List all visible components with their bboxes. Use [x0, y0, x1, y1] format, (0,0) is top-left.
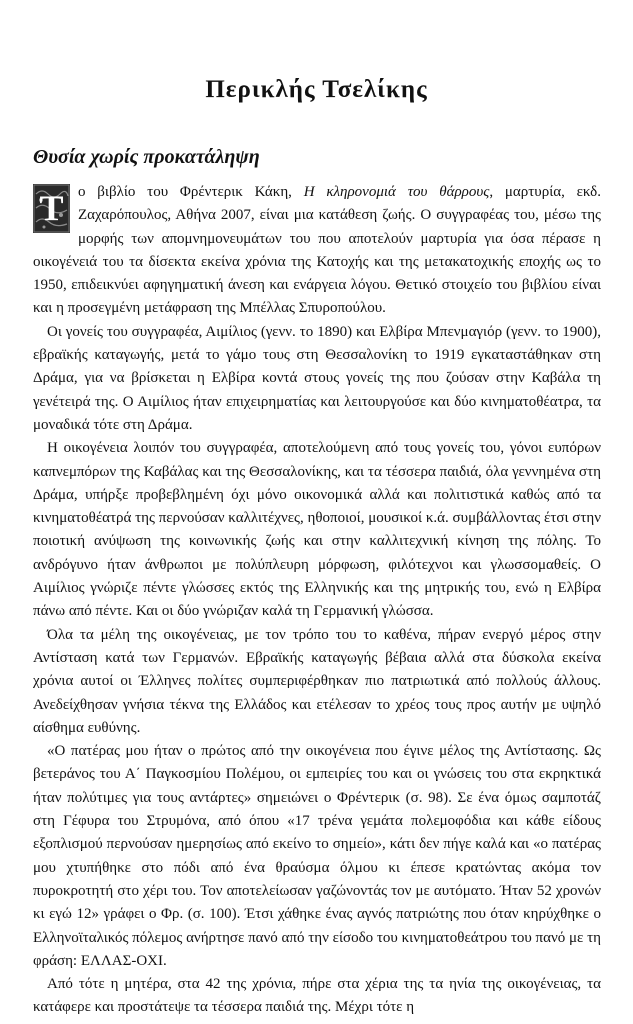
paragraph-1-rest: , μαρτυρία, εκδ. Ζαχαρόπουλος, Αθήνα 2007, είναι μια κατάθεση ζωής. Ο συγγραφέας του, μέσω της μορφής των απομνημονευμάτων του που αποτελούν μαρτυρία για όσα πέρασε η οικογένειά του τα δίσεκτα εκείνα χρόνια της Κατοχής και της μετακατοχικής εποχής ως το 1950, επιδεικνύει αφηγηματική άνεση και ενάργεια λόγου. Θετικό στοιχείο του βιβλίου είναι και η προσεγμένη μετάφραση της Μπέλλας Σπυροπούλου.: [33, 184, 601, 317]
paragraph-1-start: ο βιβλίο του Φρέντερικ Κάκη,: [78, 184, 304, 200]
article-title: Θυσία χωρίς προκατάληψη: [33, 146, 260, 168]
book-title: Η κληρονομιά του θάρρους: [303, 184, 490, 200]
paragraph-6: Από τότε η μητέρα, στα 42 της χρόνια, πήρε στα χέρια της τα ηνία της οικογένειας, τα κατάφερε και προστάτεψε τα τέσσερα παιδιά της. Μέχρι τότε η: [33, 976, 601, 1016]
dropcap-ornament: [33, 184, 70, 233]
paragraph-1: [33, 181, 601, 321]
author-name: Περικλής Τσελίκης: [205, 76, 428, 103]
paragraph-5: «Ο πατέρας μου ήταν ο πρώτος από την οικογένεια που έγινε μέλος της Αντίστασης. Ως βετεράνος του Α΄ Παγκοσμίου Πολέμου, οι εμπειρίες του και οι γνώσεις του στα εκρηκτικά ήταν πολύτιμες για τους αντάρτες» σημειώνει ο Φρέντερικ (σ. 98). Σε ένα όμως σαμποτάζ στη Γέφυρα του Στρυμόνα, από όπου «17 τρένα γεμάτα πολεμοφόδια και κάθε είδους εξοπλισμού περνούσαν ημερησίως από εκείνο το σημείο», κάτι δεν πήγε καλά και «ο πατέρας μου χτυπήθηκε στο πόδι από ένα θραύσμα όλμου κι έπεσε κρατώντας ακόμα τον πυροκροτητή στο χέρι του. Τον αποτελείωσαν γαζώνοντάς τον με αυτόματο. Ήταν 52 χρονών κι εγώ 12» γράφει ο Φρ. (σ. 100). Έτσι χάθηκε ένας αγνός πατριώτης που όταν κηρύχθηκε ο Ελληνοϊταλικός πόλεμος ανήρτησε πανό από την είσοδο του κινηματοθεάτρου του πανό με τη φράση: ΕΛΛΑΣ-ΟΧΙ.: [33, 743, 601, 969]
article-body: [33, 181, 601, 1020]
paragraph-3: Η οικογένεια λοιπόν του συγγραφέα, αποτελούμενη από τους γονείς του, γόνοι ευπόρων καπνεμπόρων της Καβάλας και της Θεσσαλονίκης, και τα τέσσερα παιδιά, όλα γεννημένα στη Δράμα, υπήρξε προβεβλημένη όχι μόνο οικονομικά αλλά και πολιτιστικά καθώς από τα κινηματοθέατρά της περνούσαν καλλιτέχνες, ηθοποιοί, μουσικοί κ.ά. συμβάλλοντας έτσι στην ποιοτική ανύψωση της κοινωνικής ζωής και στην καλλιτεχνική κίνηση της πόλης. Το ανδρόγυνο ήταν άνθρωποι με πολύπλευρη μόρφωση, φιλότεχνοι και γλωσσομαθείς. Ο Αιμίλιος γνώριζε πέντε γλώσσες εκτός της Ελληνικής και της μητρικής του, ενώ η Ελβίρα πάνω από πέντε. Και οι δύο γνώριζαν καλά τη Γερμανική γλώσσα.: [33, 440, 601, 620]
paragraph-2: Οι γονείς του συγγραφέα, Αιμίλιος (γενν. το 1890) και Ελβίρα Μπενμαγιόρ (γενν. το 1900), εβραϊκής καταγωγής, μετά το γάμο τους στη Θεσσαλονίκη το 1919 εγκαταστάθηκαν στη Δράμα, για να βρίσκεται η Ελβίρα κοντά στους γονείς της που ζούσαν στην Καβάλα τη γενέτειρά της. Ο Αιμίλιος ήταν επιχειρηματίας και λειτουργούσε και δύο κινηματοθέατρα, τα μοναδικά τότε στη Δράμα.: [33, 323, 601, 433]
paragraph-4: Όλα τα μέλη της οικογένειας, με τον τρόπο του το καθένα, πήραν ενεργό μέρος στην Αντίσταση κατά των Γερμανών. Εβραϊκής καταγωγής βέβαια αλλά στα δύσκολα εκείνα χρόνια αυτοί οι Έλληνες πολίτες συμπεριφέρθηκαν πιο πατριωτικά από πολλούς άλλους. Ανεδείχθησαν γνήσια τέκνα της Ελλάδος και ετέλεσαν το χρέος τους προς αυτήν με υψηλό αίσθημα ευθύνης.: [33, 626, 601, 736]
dropcap-letter: Τ: [39, 188, 64, 228]
